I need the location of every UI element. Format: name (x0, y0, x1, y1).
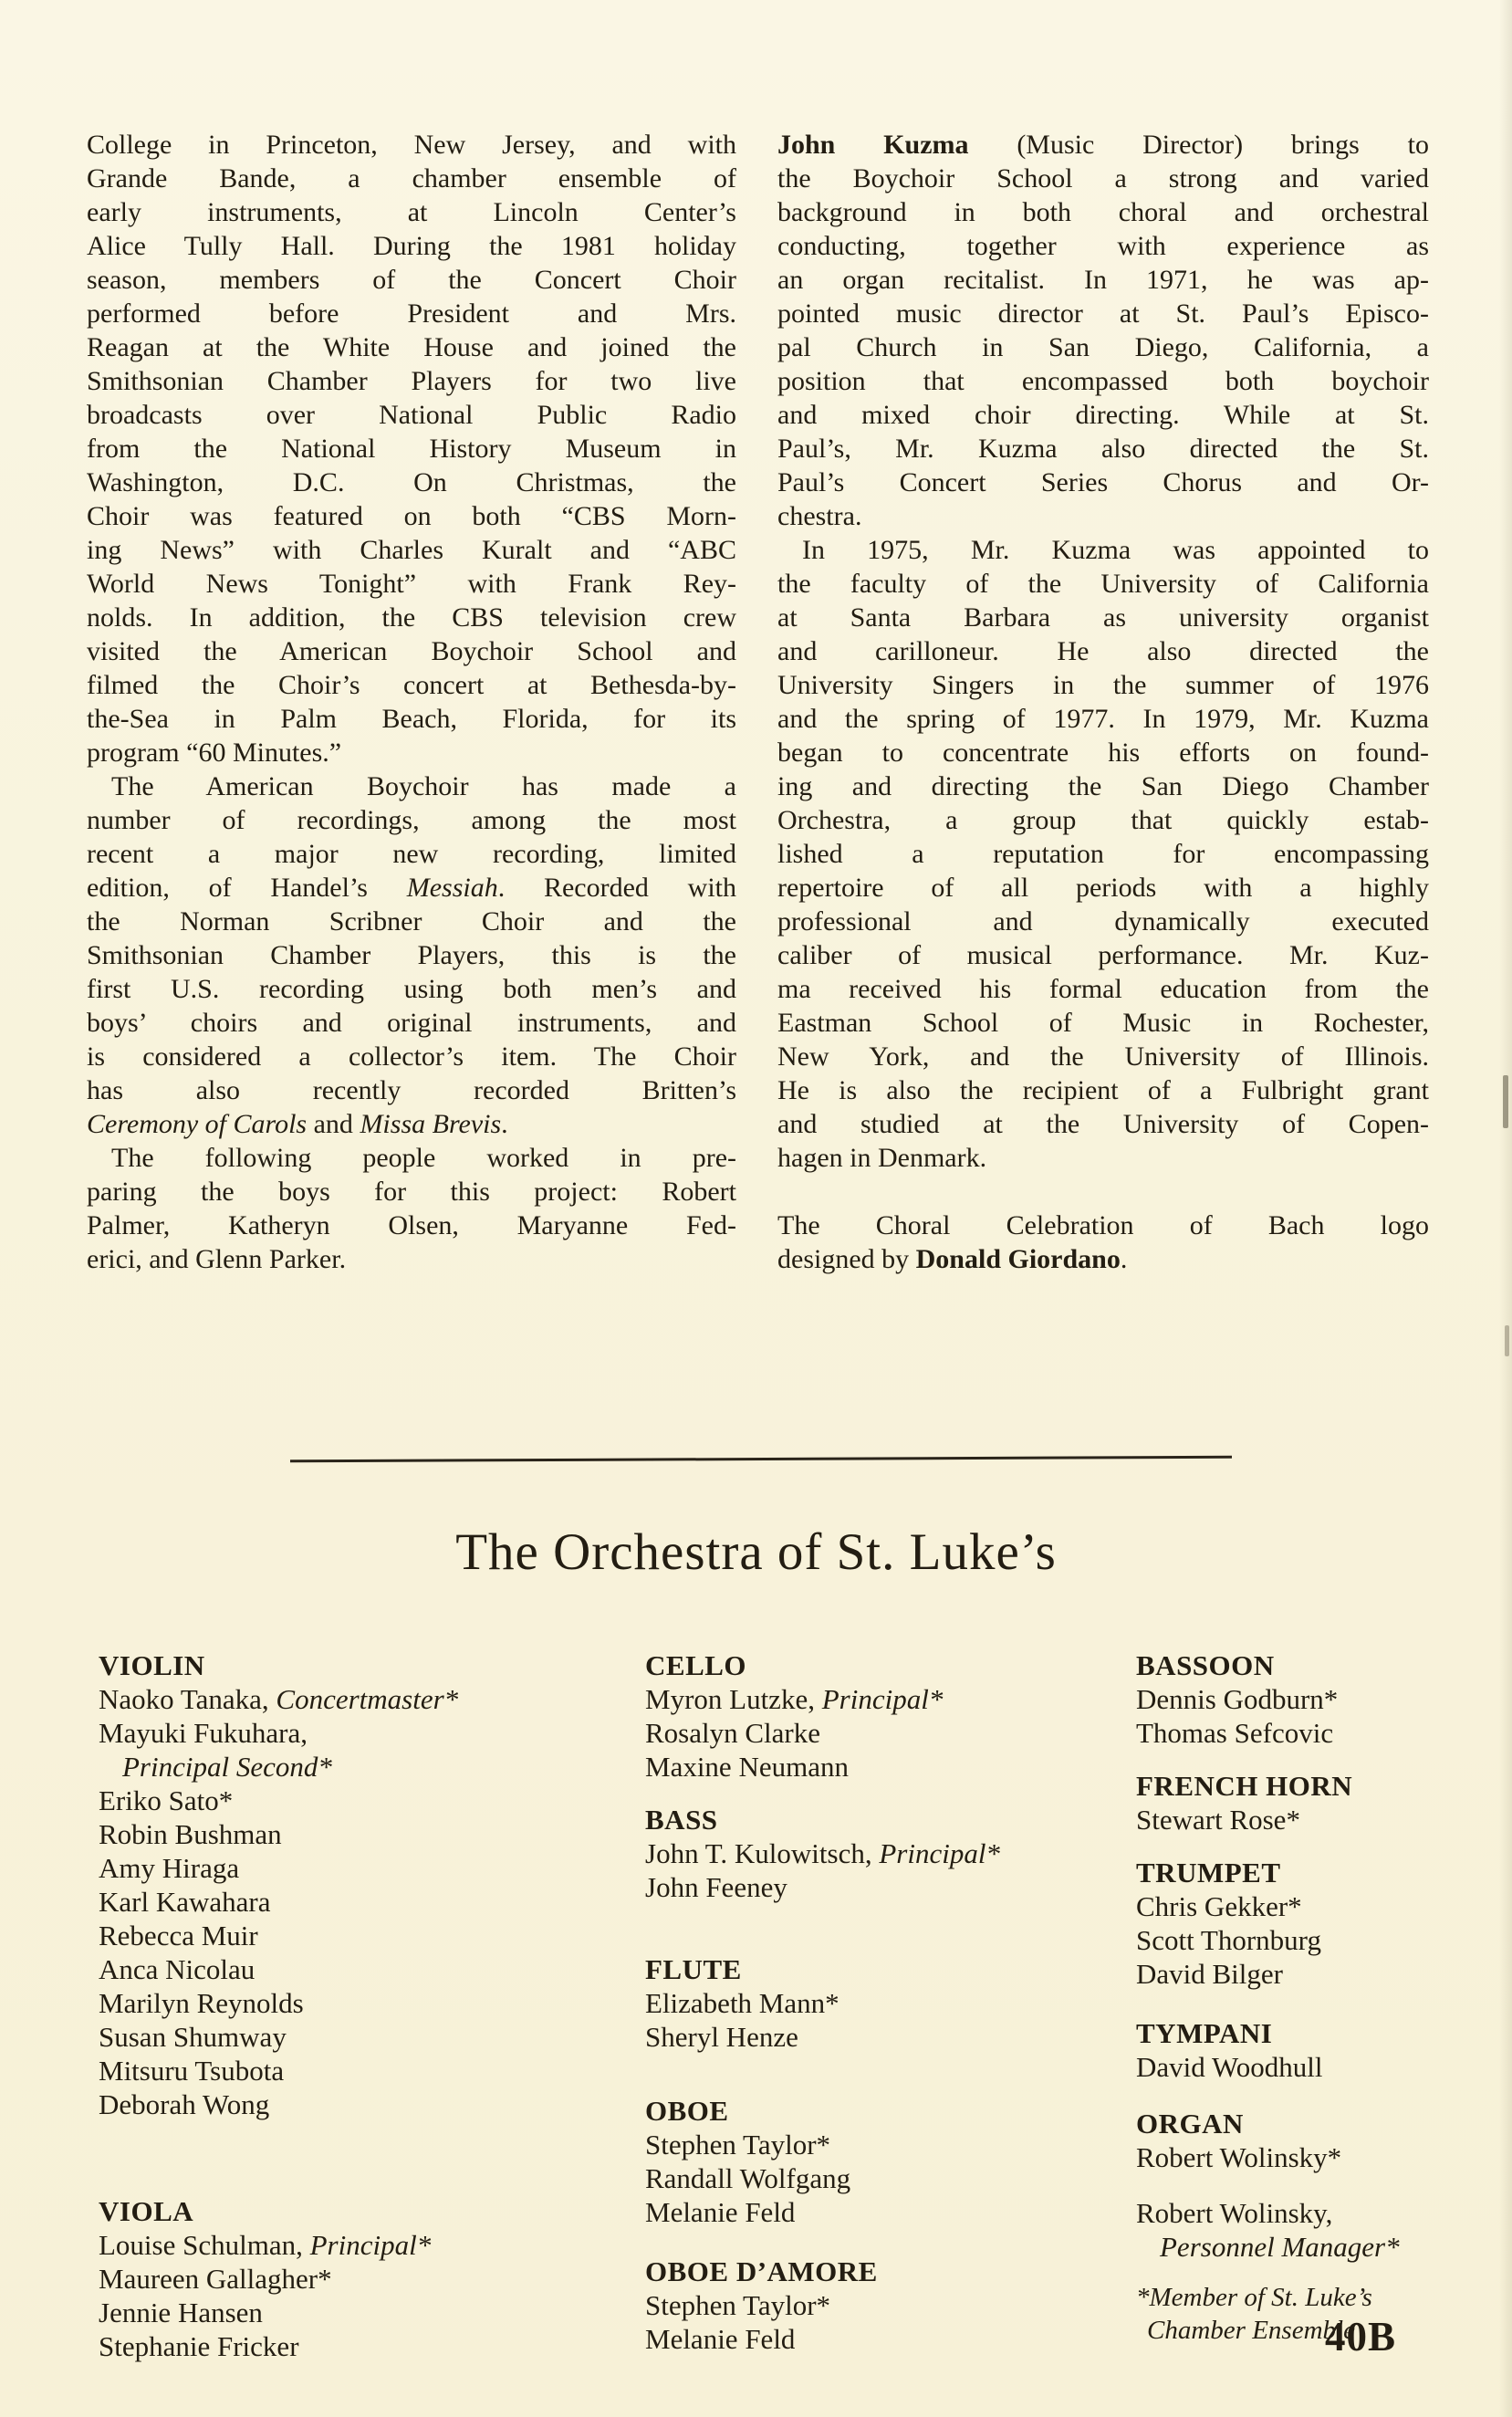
paragraph (87, 769, 736, 1141)
text-line: professional and dynamically executed (777, 906, 1429, 936)
italic-text: Missa Brevis (360, 1109, 502, 1139)
bold-text: John Kuzma (777, 130, 969, 160)
text-line: began to concentrate his efforts on found- (777, 738, 1429, 768)
member-line: Louise Schulman, Principal* (99, 2229, 432, 2261)
section-divider-rule (290, 1456, 1232, 1463)
orchestra-section (99, 1648, 610, 2121)
text-line: New York, and the University of Illinois. (777, 1041, 1429, 1072)
text-line: from the National History Museum in (87, 434, 736, 464)
member-line: Anca Nicolau (99, 1953, 255, 1985)
orchestra-section (645, 2094, 1120, 2229)
italic-text: Principal Second* (122, 1751, 332, 1783)
member-line: Thomas Sefcovic (1136, 1717, 1334, 1749)
member-line (1136, 2230, 1501, 2264)
member-line: Melanie Feld (645, 2323, 796, 2355)
orchestra-section (1136, 1769, 1501, 1836)
text-line: program “60 Minutes.” (87, 738, 342, 768)
text-line: chestra. (777, 501, 862, 531)
member-line: Robert Wolinsky* (1136, 2141, 1342, 2173)
italic-text: Chamber Ensemble (1147, 2316, 1355, 2345)
member-line: Karl Kawahara (99, 1886, 271, 1918)
section-title: VIOLA (99, 2195, 194, 2227)
member-line: Randall Wolfgang (645, 2162, 851, 2194)
text-line: In 1975, Mr. Kuzma was appointed to (802, 535, 1429, 565)
member-line: Mitsuru Tsubota (99, 2055, 285, 2087)
member-line: Stewart Rose* (1136, 1804, 1300, 1836)
member-line: Rebecca Muir (99, 1920, 258, 1951)
member-line (1136, 2281, 1501, 2314)
italic-text: Messiah (406, 873, 498, 903)
member-line: Sheryl Henze (645, 2021, 798, 2053)
italic-text: Principal* (821, 1683, 944, 1715)
text-line: and the spring of 1977. In 1979, Mr. Kuzma (777, 704, 1429, 734)
text-line: Ceremony of Carols and Missa Brevis. (87, 1109, 508, 1139)
text-line: designed by Donald Giordano. (777, 1244, 1128, 1274)
text-line: Eastman School of Music in Rochester, (777, 1008, 1429, 1038)
text-line: edition, of Handel’s Messiah. Recorded with (87, 873, 737, 903)
member-line: Stephen Taylor* (645, 2129, 831, 2161)
orchestra-section (1136, 2107, 1501, 2174)
section-title: FLUTE (645, 1953, 742, 1985)
section-title: TRUMPET (1136, 1857, 1281, 1889)
text-line: background in both choral and orchestral (777, 197, 1429, 227)
member-line: Marilyn Reynolds (99, 1987, 304, 2019)
member-line: David Woodhull (1136, 2051, 1323, 2083)
paragraph (87, 1141, 736, 1276)
member-line: Stephanie Fricker (99, 2330, 299, 2362)
text-line: early instruments, at Lincoln Center’s (87, 197, 736, 227)
member-line: Maureen Gallagher* (99, 2263, 332, 2295)
text-line: Smithsonian Chamber Players for two live (87, 366, 736, 396)
text-line: boys’ choirs and original instruments, and (87, 1008, 736, 1038)
orchestra-section (645, 1803, 1120, 1904)
member-line: Scott Thornburg (1136, 1924, 1321, 1956)
text-line: caliber of musical performance. Mr. Kuz- (777, 940, 1429, 970)
section-title: BASS (645, 1804, 718, 1836)
italic-text: Principal* (309, 2229, 432, 2261)
orchestra-section (645, 1952, 1120, 2054)
text-line: season, members of the Concert Choir (87, 265, 736, 295)
text-line: ma received his formal education from the (777, 974, 1429, 1004)
text-line: recent a major new recording, limited (87, 839, 736, 869)
text-line: World News Tonight” with Frank Rey- (87, 569, 736, 599)
member-line: Susan Shumway (99, 2021, 287, 2053)
text-line: the Boychoir School a strong and varied (777, 163, 1429, 194)
member-line: Myron Lutzke, Principal* (645, 1683, 944, 1715)
text-line: and mixed choir directing. While at St. (777, 400, 1429, 430)
text-line: and studied at the University of Copen- (777, 1109, 1429, 1139)
orchestra-section (1136, 2196, 1501, 2264)
text-line: Choir was featured on both “CBS Morn- (87, 501, 736, 531)
bold-text: Donald Giordano (915, 1244, 1121, 1274)
italic-text: Personnel Manager* (1160, 2231, 1400, 2263)
scan-speck (1505, 1325, 1509, 1356)
member-line: Rosalyn Clarke (645, 1717, 820, 1749)
member-line: Amy Hiraga (99, 1852, 240, 1884)
text-line: Reagan at the White House and joined the (87, 332, 736, 362)
paragraph (777, 1208, 1429, 1276)
italic-text: Principal* (879, 1837, 1000, 1869)
orchestra-section (1136, 1856, 1501, 1991)
text-line: hagen in Denmark. (777, 1143, 987, 1173)
text-line: repertoire of all periods with a highly (777, 873, 1429, 903)
paragraph (87, 128, 736, 769)
text-line: nolds. In addition, the CBS television crew (87, 602, 736, 633)
orchestra-heading: The Orchestra of St. Luke’s (455, 1523, 1057, 1581)
text-line: visited the American Boychoir School and (87, 636, 736, 666)
text-line: the-Sea in Palm Beach, Florida, for its (87, 704, 736, 734)
text-line: is considered a collector’s item. The Choir (87, 1041, 736, 1072)
paragraph (777, 128, 1429, 533)
member-line: Deborah Wong (99, 2088, 270, 2120)
member-line: Robert Wolinsky, (1136, 2197, 1333, 2229)
member-line: Stephen Taylor* (645, 2289, 831, 2321)
text-line: and carilloneur. He also directed the (777, 636, 1429, 666)
text-line: paring the boys for this project: Robert (87, 1177, 736, 1207)
text-line: University Singers in the summer of 1976 (777, 670, 1429, 700)
scan-edge-artifact (1499, 0, 1512, 2417)
orchestra-section (99, 2194, 610, 2363)
text-line: The American Boychoir has made a (111, 771, 736, 801)
member-line: John T. Kulowitsch, Principal* (645, 1837, 1000, 1869)
text-line: first U.S. recording using both men’s and (87, 974, 736, 1004)
text-line: has also recently recorded Britten’s (87, 1075, 736, 1105)
section-title: ORGAN (1136, 2108, 1244, 2140)
text-line: He is also the recipient of a Fulbright grant (777, 1075, 1429, 1105)
text-line: lished a reputation for encompassing (777, 839, 1429, 869)
text-line: Grande Bande, a chamber ensemble of (87, 163, 736, 194)
text-line: pal Church in San Diego, California, a (777, 332, 1429, 362)
text-line: at Santa Barbara as university organist (777, 602, 1429, 633)
italic-text: Concertmaster* (276, 1683, 459, 1715)
text-line: Washington, D.C. On Christmas, the (87, 467, 736, 497)
member-line: John Feeney (645, 1871, 787, 1903)
text-line: Paul’s, Mr. Kuzma also directed the St. (777, 434, 1429, 464)
member-line: Robin Bushman (99, 1818, 282, 1850)
text-line: Palmer, Katheryn Olsen, Maryanne Fed- (87, 1210, 736, 1240)
orchestra-column-right (1136, 1648, 1501, 2347)
section-title: OBOE (645, 2095, 729, 2127)
orchestra-column-middle (645, 1648, 1120, 2356)
section-title: CELLO (645, 1649, 747, 1681)
member-line: Elizabeth Mann* (645, 1987, 839, 2019)
text-line: Alice Tully Hall. During the 1981 holiday (87, 231, 736, 261)
text-line: an organ recitalist. In 1971, he was ap- (777, 265, 1429, 295)
text-line: broadcasts over National Public Radio (87, 400, 736, 430)
text-line: John Kuzma (Music Director) brings to (777, 130, 1430, 160)
member-line: Melanie Feld (645, 2196, 796, 2228)
text-line: the faculty of the University of California (777, 569, 1429, 599)
text-line: position that encompassed both boychoir (777, 366, 1429, 396)
section-title: VIOLIN (99, 1649, 205, 1681)
orchestra-column-strings (99, 1648, 610, 2363)
member-line: Jennie Hansen (99, 2297, 263, 2328)
text-line: filmed the Choir’s concert at Bethesda-by- (87, 670, 736, 700)
paragraph (777, 533, 1429, 1175)
text-line: College in Princeton, New Jersey, and with (87, 130, 736, 160)
scan-speck (1503, 1075, 1508, 1128)
text-line: The Choral Celebration of Bach logo (777, 1210, 1429, 1240)
orchestra-section (645, 1648, 1120, 1784)
member-line: Eriko Sato* (99, 1784, 234, 1816)
section-title: OBOE D’AMORE (645, 2255, 878, 2287)
member-line: Mayuki Fukuhara, (99, 1717, 308, 1749)
orchestra-section (1136, 1648, 1501, 1750)
member-line (99, 1750, 610, 1784)
text-line: number of recordings, among the most (87, 805, 736, 835)
text-line: Smithsonian Chamber Players, this is the (87, 940, 736, 970)
text-line: conducting, together with experience as (777, 231, 1429, 261)
text-line: erici, and Glenn Parker. (87, 1244, 347, 1274)
member-line: David Bilger (1136, 1958, 1283, 1990)
member-line: Maxine Neumann (645, 1751, 849, 1783)
text-line: Paul’s Concert Series Chorus and Or- (777, 467, 1429, 497)
member-line: Chris Gekker* (1136, 1890, 1302, 1922)
page-number: 40B (1324, 2314, 1396, 2359)
italic-text: Ceremony of Carols (87, 1109, 308, 1139)
section-title: FRENCH HORN (1136, 1770, 1353, 1802)
italic-text: *Member of St. Luke’s (1136, 2283, 1372, 2312)
article-column-left (87, 128, 736, 1276)
member-line: Naoko Tanaka, Concertmaster* (99, 1683, 459, 1715)
section-title: BASSOON (1136, 1649, 1275, 1681)
orchestra-section (645, 2255, 1120, 2356)
member-line: Dennis Godburn* (1136, 1683, 1339, 1715)
text-line: performed before President and Mrs. (87, 298, 736, 329)
article-column-right (777, 128, 1429, 1276)
section-title: TYMPANI (1136, 2017, 1273, 2049)
text-line: ing and directing the San Diego Chamber (777, 771, 1429, 801)
text-line: The following people worked in pre- (111, 1143, 736, 1173)
text-line: Orchestra, a group that quickly estab- (777, 805, 1429, 835)
text-line: ing News” with Charles Kuralt and “ABC (87, 535, 736, 565)
orchestra-section (1136, 2016, 1501, 2084)
text-line: pointed music director at St. Paul’s Episco- (777, 298, 1429, 329)
text-line: the Norman Scribner Choir and the (87, 906, 736, 936)
